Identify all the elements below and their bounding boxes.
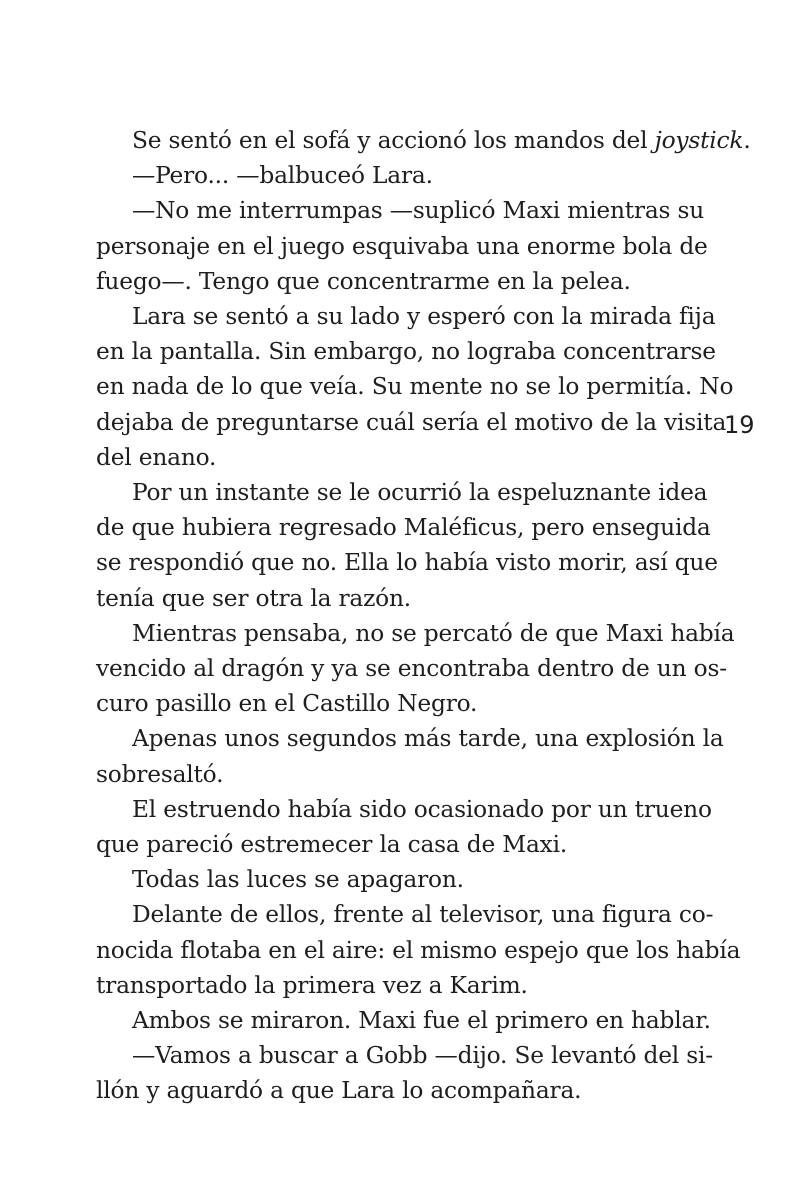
text-line: Mientras pensaba, no se percató de que Maxi había (132, 619, 735, 647)
text-line: tenía que ser otra la razón. (96, 584, 411, 612)
text-line: —Pero... —balbuceó Lara. (132, 162, 433, 190)
text-line: Lara se sentó a su lado y esperó con la mirada fija (132, 303, 716, 331)
text-line: que pareció estremecer la casa de Maxi. (96, 831, 568, 859)
text-line: fuego—. Tengo que concentrarme en la pelea. (96, 267, 631, 295)
text-line: dejaba de preguntarse cuál sería el motivo de la visita (96, 408, 727, 436)
text-line: vencido al dragón y ya se encontraba dentro de un os- (96, 655, 727, 683)
text-line: Todas las luces se apagaron. (132, 866, 464, 894)
text-line: Ambos se miraron. Maxi fue el primero en hablar. (132, 1007, 711, 1035)
text-line: curo pasillo en el Castillo Negro. (96, 690, 478, 718)
text-line: —Vamos a buscar a Gobb —dijo. Se levantó del si- (132, 1042, 713, 1070)
text-line: del enano. (96, 443, 217, 471)
text-line: Apenas unos segundos más tarde, una explosión la (132, 725, 724, 753)
text-line: personaje en el juego esquivaba una enorme bola de (96, 232, 708, 260)
text-line: nocida flotaba en el aire: el mismo espejo que los había (96, 936, 741, 964)
text-line: de que hubiera regresado Maléficus, pero enseguida (96, 514, 711, 542)
page-number: 19 (724, 411, 755, 439)
text-line: llón y aguardó a que Lara lo acompañara. (96, 1077, 582, 1105)
text-line: en nada de lo que veía. Su mente no se lo permitía. No (96, 373, 734, 401)
text-segment: Se sentó en el sofá y accionó los mandos del (132, 127, 655, 154)
italic-term: joystick (654, 127, 744, 154)
text-line: Por un instante se le ocurrió la espeluznante idea (132, 479, 708, 507)
text-line: El estruendo había sido ocasionado por un trueno (132, 795, 712, 823)
text-segment: . (743, 127, 751, 154)
text-line: en la pantalla. Sin embargo, no lograba concentrarse (96, 338, 716, 366)
text-line: Delante de ellos, frente al televisor, una figura co- (132, 901, 714, 929)
text-line: —No me interrumpas —suplicó Maxi mientras su (132, 197, 705, 225)
text-line: sobresaltó. (96, 760, 224, 788)
text-line: transportado la primera vez a Karim. (96, 971, 528, 999)
text-line: se respondió que no. Ella lo había visto morir, así que (96, 549, 718, 577)
text-line (96, 123, 751, 158)
